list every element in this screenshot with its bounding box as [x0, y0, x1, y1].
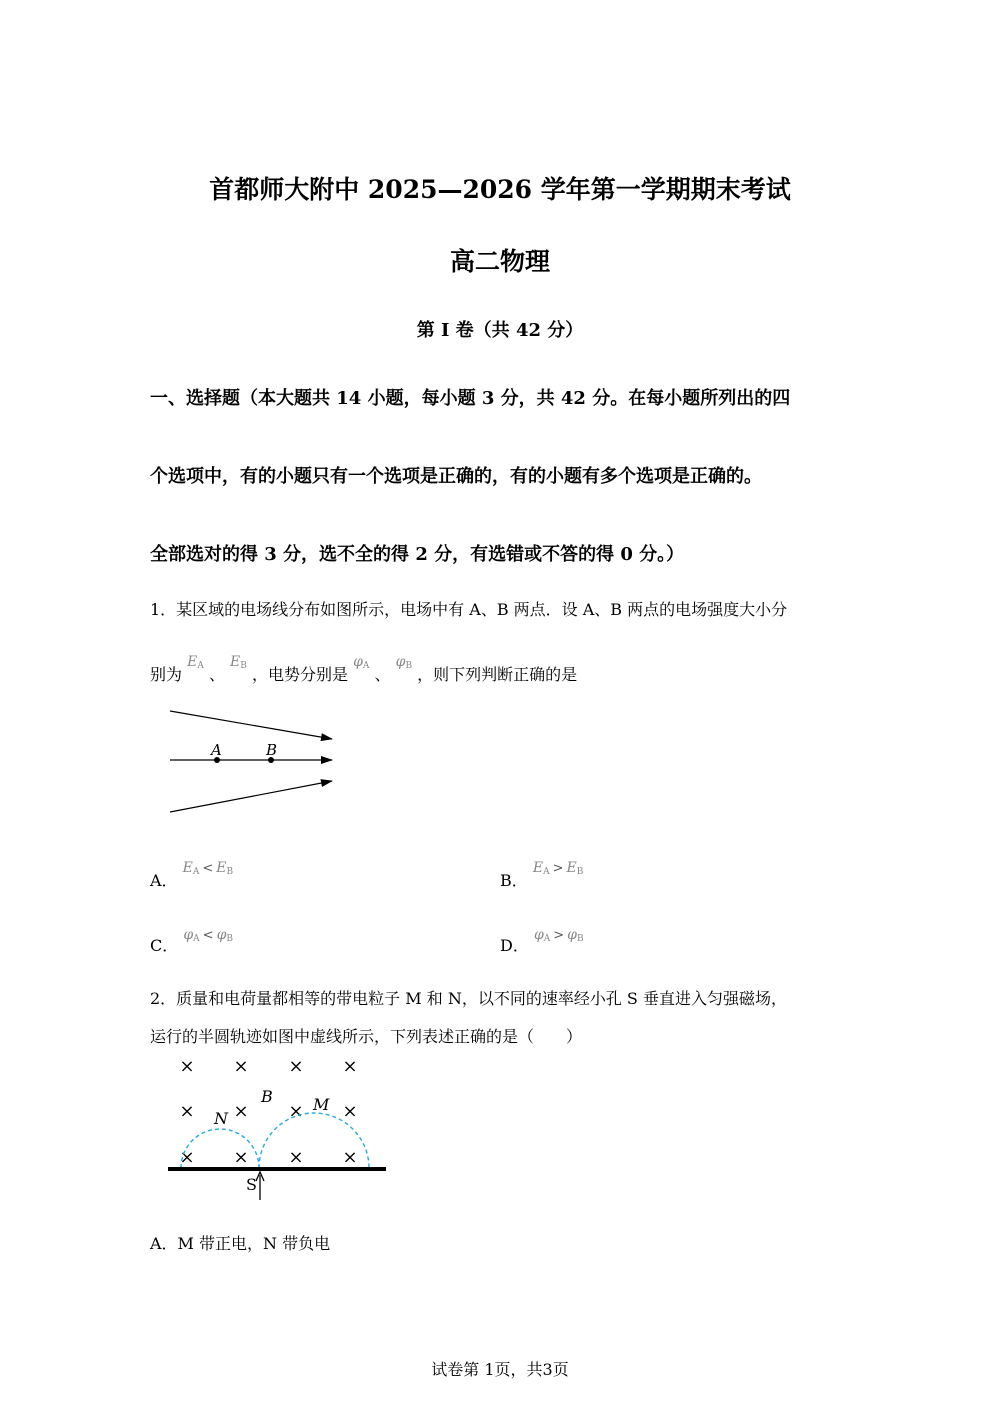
field-cross: ×: [179, 1101, 195, 1122]
math-e-b: $E_B$: [230, 654, 247, 671]
field-cross: ×: [288, 1147, 304, 1168]
field-cross: ×: [342, 1101, 358, 1122]
electric-field-lines-figure: [160, 700, 350, 820]
field-cross: ×: [233, 1056, 249, 1077]
label-b: B: [261, 1087, 273, 1106]
math-phi-b: $\varphi_B$: [395, 654, 413, 671]
point-a-label: A: [211, 741, 222, 759]
subject-title: 高二物理: [449, 247, 550, 276]
option-d[interactable]: D． $\varphi_A > \varphi_B$: [500, 927, 584, 955]
field-cross: ×: [288, 1056, 304, 1077]
option-a-expression: $E_A < E_B$: [182, 860, 234, 877]
option-c-expression: $\varphi_A < \varphi_B$: [183, 927, 233, 944]
field-cross: ×: [233, 1147, 249, 1168]
section-instructions-line-3: 全部选对的得 3 分，选不全的得 2 分，有选错或不答的得 0 分。）: [150, 544, 685, 565]
question-1-text-line-1: 1．某区域的电场线分布如图所示，电场中有 A、B 两点．设 A、B 两点的电场强度大小分: [150, 600, 788, 619]
section-instructions-line-1: 一、选择题（本大题共 14 小题，每小题 3 分，共 42 分。在每小题所列出的四: [150, 388, 791, 409]
field-cross: ×: [233, 1101, 249, 1122]
field-line-top: [170, 711, 332, 739]
label-s: S: [246, 1175, 257, 1194]
question-1-text-line-2: 别为 $E_A$ 、 $E_B$ ，电势分别是 $\varphi_A$ 、 $\varphi_B$ ，则下列判断正确的是: [150, 654, 578, 684]
question-2-text-line-1: 2．质量和电荷量都相等的带电粒子 M 和 N，以不同的速率经小孔 S 垂直进入匀强磁场，: [150, 989, 787, 1008]
option-a[interactable]: A． $E_A < E_B$: [150, 860, 234, 890]
math-phi-a: $\varphi_A$: [353, 654, 370, 671]
option-b-expression: $E_A > E_B$: [532, 860, 584, 877]
option-d-expression: $\varphi_A > \varphi_B$: [533, 927, 584, 944]
label-n: N: [214, 1109, 228, 1128]
field-line-bottom: [170, 781, 332, 812]
question-2-option-a[interactable]: A．M 带正电，N 带负电: [150, 1234, 331, 1253]
math-e-a: $E_A$: [187, 654, 204, 671]
section-instructions-line-2: 个选项中，有的小题只有一个选项是正确的，有的小题有多个选项是正确的。: [150, 466, 762, 487]
exam-title: 首都师大附中 2025—2026 学年第一学期期末考试: [209, 175, 791, 204]
option-b[interactable]: B． $E_A > E_B$: [500, 860, 584, 890]
question-2-text-line-2: 运行的半圆轨迹如图中虚线所示，下列表述正确的是（ ）: [150, 1027, 583, 1046]
option-c[interactable]: C． $\varphi_A < \varphi_B$: [150, 927, 233, 955]
page-footer: 试卷第 1页，共3页: [431, 1360, 569, 1379]
field-cross: ×: [179, 1056, 195, 1077]
volume-heading: 第 I 卷（共 42 分）: [416, 320, 584, 341]
field-cross: ×: [179, 1147, 195, 1168]
field-cross: ×: [342, 1147, 358, 1168]
label-m: M: [313, 1095, 330, 1114]
point-b-label: B: [266, 741, 278, 759]
field-cross: ×: [342, 1056, 358, 1077]
magnetic-field-figure: [160, 1050, 400, 1210]
field-cross: ×: [288, 1101, 304, 1122]
